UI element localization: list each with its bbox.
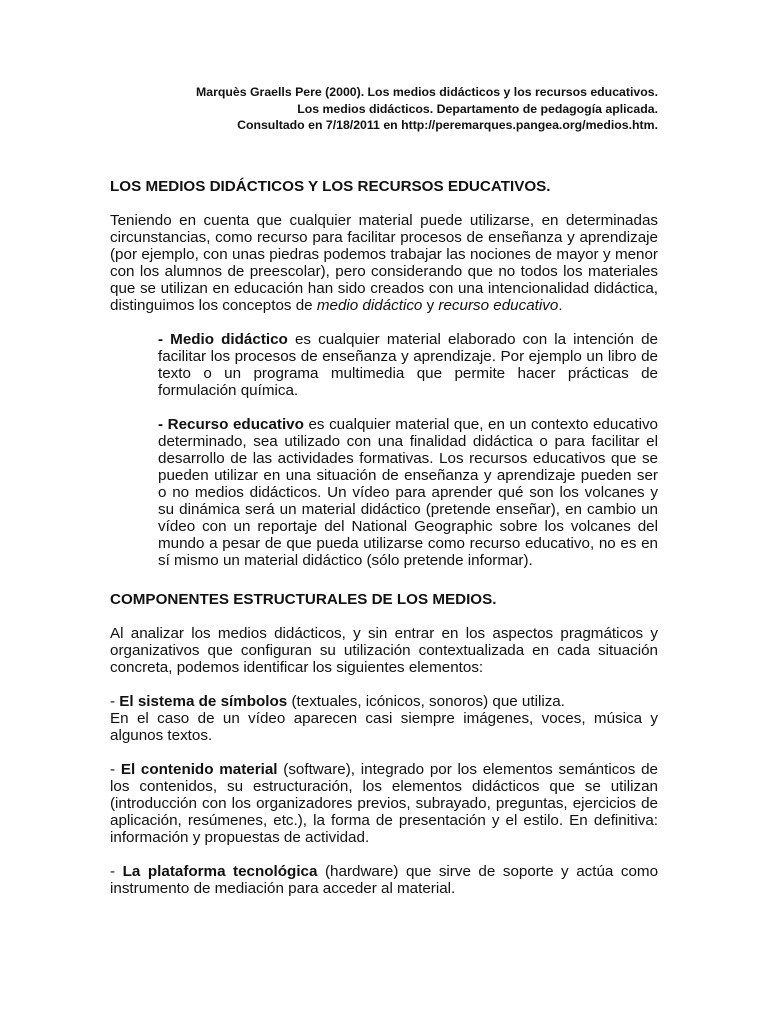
- citation-line-2: Los medios didácticos. Departamento de pedagogía aplicada.: [297, 101, 658, 116]
- definition-term: - Medio didáctico: [158, 331, 288, 348]
- intro-text: Teniendo en cuenta que cualquier material puede utilizarse, en determinadas circunstancias, como recurso para facilitar procesos de enseñanza y aprendizaje (por ejemplo, con unas piedras podemos trabajar las nociones de mayor y menor con los alumnos de preescolar), pero considerando que no todos los materiales que se utilizan en educación han sido creados con una intencionalidad didáctica, distinguimos los conceptos de: [110, 212, 658, 314]
- term-medio-didactico: medio didáctico: [316, 297, 423, 314]
- component-item-contenido: [110, 761, 658, 846]
- section-heading-componentes: COMPONENTES ESTRUCTURALES DE LOS MEDIOS.: [110, 591, 497, 608]
- item-term: El sistema de símbolos: [119, 693, 288, 710]
- item-text: (software), integrado por los elementos semánticos de los contenidos, su estructuración, los elementos didácticos que se utilizan (introducción con los organizadores previos, subrayado, preguntas, ejercicios de aplicación, resúmenes, etc.), la forma de presentación y el estilo. En definitiva: información y propuestas de actividad.: [110, 761, 658, 846]
- definition-term: - Recurso educativo: [158, 416, 304, 433]
- intro-paragraph: [110, 212, 658, 314]
- definition-text: es cualquier material elaborado con la intención de facilitar los procesos de enseñanza y aprendizaje. Por ejemplo un libro de texto o un programa multimedia que permite hacer prácticas de formulación química.: [158, 331, 658, 399]
- document-body: [110, 178, 658, 897]
- citation-line-3: Consultado en 7/18/2011 en http://peremarques.pangea.org/medios.htm.: [237, 118, 658, 132]
- definition-text: es cualquier material que, en un contexto educativo determinado, sea utilizado con una finalidad didáctica o para facilitar el desarrollo de las actividades formativas. Los recursos educativos que se pueden utilizar en una situación de enseñanza y aprendizaje pueden ser o no medios didácticos. Un vídeo para aprender qué son los volcanes y su dinámica será un material didáctico (pretende enseñar), en cambio un vídeo con un reportaje del National Geographic sobre los volcanes del mundo a pesar de que pueda utilizarse como recurso educativo, no es en sí mismo un material didáctico (sólo pretende informar).: [158, 416, 658, 569]
- section-heading-medios: LOS MEDIOS DIDÁCTICOS Y LOS RECURSOS EDUCATIVOS.: [110, 178, 551, 195]
- citation-block: [98, 84, 658, 134]
- intro-and: y: [422, 297, 439, 314]
- item-dash: -: [110, 693, 120, 710]
- item-term: El contenido material: [120, 761, 278, 778]
- citation-line-1: Marquès Graells Pere (2000). Los medios didácticos y los recursos educativos.: [195, 85, 658, 99]
- component-item-simbolos: [110, 693, 658, 710]
- intro-end: .: [558, 297, 563, 314]
- component-item-simbolos-example: En el caso de un vídeo aparecen casi siempre imágenes, voces, música y algunos textos.: [110, 710, 658, 744]
- item-text: (textuales, icónicos, sonoros) que utiliza.: [287, 693, 565, 710]
- item-dash: -: [110, 863, 123, 880]
- item-text: (hardware) que sirve de soporte y actúa como instrumento de mediación para acceder al material.: [110, 863, 659, 897]
- definition-medio-didactico: [158, 331, 658, 399]
- componentes-intro: Al analizar los medios didácticos, y sin entrar en los aspectos pragmáticos y organizativos que configuran su utilización contextualizada en cada situación concreta, podemos identificar los siguientes elementos:: [110, 625, 658, 676]
- component-item-plataforma: [110, 863, 658, 897]
- term-recurso-educativo: recurso educativo: [438, 297, 559, 314]
- item-dash: -: [110, 761, 121, 778]
- item-term: La plataforma tecnológica: [122, 863, 318, 880]
- definition-recurso-educativo: [158, 416, 658, 569]
